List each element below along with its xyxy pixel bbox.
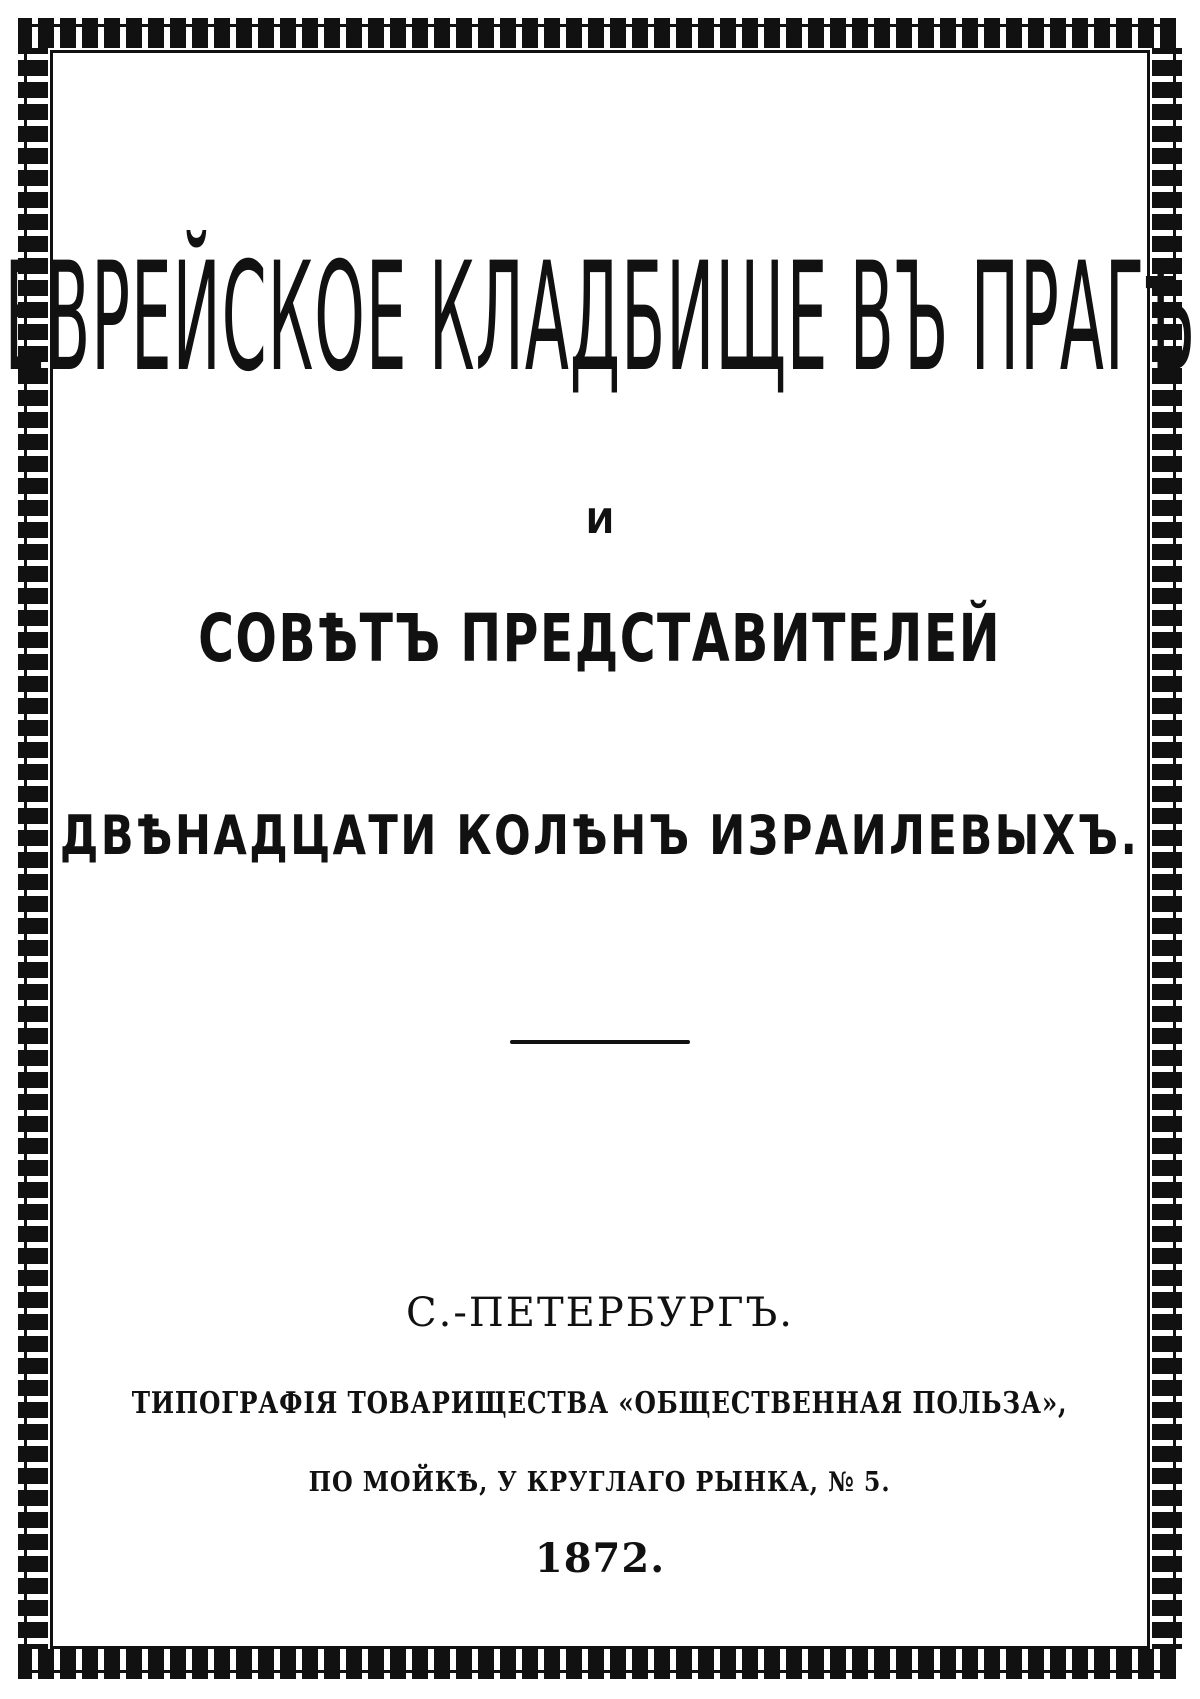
imprint-address-block xyxy=(0,1460,1200,1504)
conjunction: И xyxy=(585,502,615,542)
imprint-printer-block xyxy=(0,1378,1200,1428)
subtitle-block-2 xyxy=(0,800,1200,870)
title-block xyxy=(4,231,1196,405)
book-title: ЕВРЕЙСКОЕ КЛАДБИЩЕ ВЪ ПРАГѢ xyxy=(4,231,1196,405)
subtitle-line-1: СОВѢТЪ ПРЕДСТАВИТЕЛЕЙ xyxy=(198,599,1002,677)
imprint-printer: ТИПОГРАФІЯ ТОВАРИЩЕСТВА «ОБЩЕСТВЕННАЯ ПОЛЬЗА», xyxy=(132,1385,1068,1421)
subtitle-line-2: ДВѢНАДЦАТИ КОЛѢНЪ ИЗРАИЛЕВЫХЪ. xyxy=(60,803,1140,867)
imprint-city: С.-ПЕТЕРБУРГЪ. xyxy=(406,1290,794,1336)
imprint-address: ПО МОЙКѢ, У КРУГЛАГО РЫНКА, № 5. xyxy=(309,1466,891,1498)
imprint-year: 1872. xyxy=(534,1535,666,1582)
subtitle-block-1 xyxy=(0,598,1200,678)
decorative-rule xyxy=(510,1040,690,1044)
